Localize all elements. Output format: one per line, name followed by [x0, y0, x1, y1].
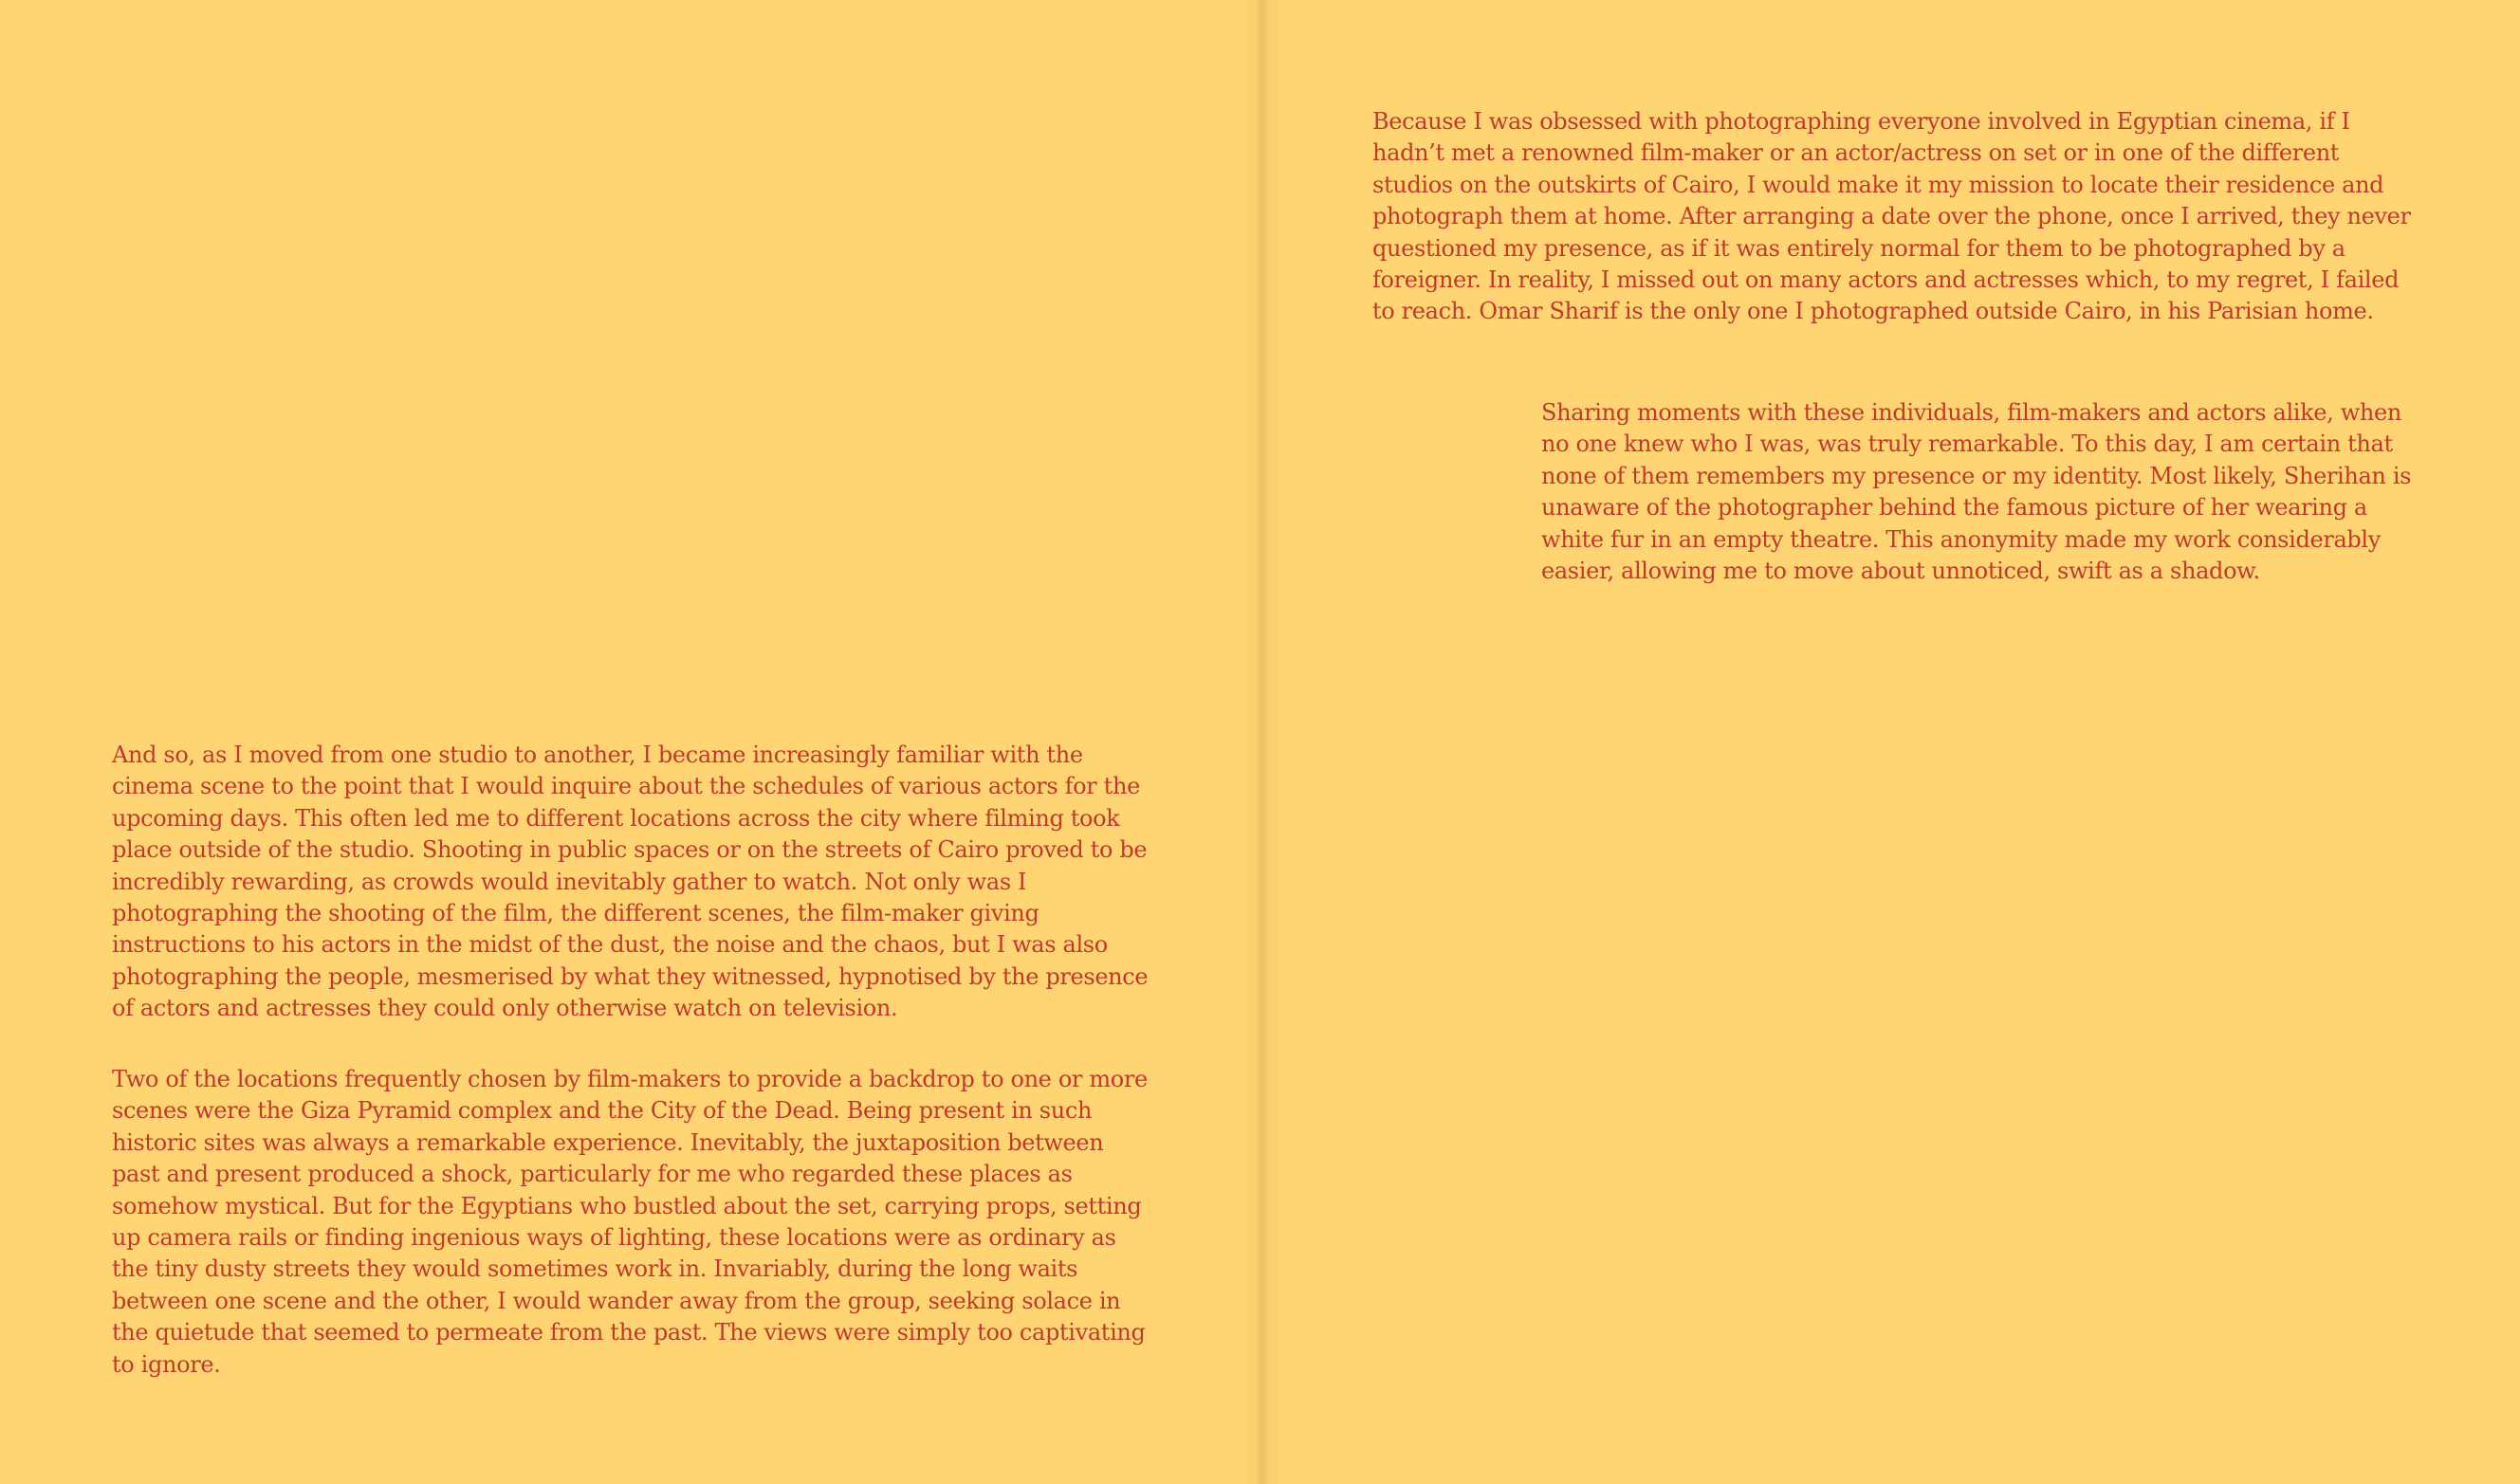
left-page [0, 0, 1258, 1484]
left-paragraph-2: Two of the locations frequently chosen by film-makers to provide a backdrop to one or more scenes were the Giza Pyramid complex and the City of the Dead. Being present in such historic sites was always a remarkable experience. Inevitably, the juxtaposition between past and present produced a shock, particularly for me who regarded these places as somehow mystical. But for the Egyptians who bustled about the set, carrying props, setting up camera rails or finding ingenious ways of lighting, these locations were as ordinary as the tiny dusty streets they would sometimes work in. Invariably, during the long waits between one scene and the other, I would wander away from the group, seeking solace in the quietude that seemed to permeate from the past. The views were simply too captivating to ignore. [112, 1066, 1148, 1378]
right-paragraph-2: Sharing moments with these individuals, film-makers and actors alike, when no one knew who I was, was truly remarkable. To this day, I am certain that none of them remembers my presence or my identity. Most likely, Sherihan is unaware of the photographer behind the famous picture of her wearing a white fur in an empty theatre. This anonymity made my work considerably easier, allowing me to move about unnoticed, swift as a shadow. [1541, 399, 2412, 585]
left-paragraph-1: And so, as I moved from one studio to another, I became increasingly familiar with the cinema scene to the point that I would inquire about the schedules of various actors for the upcoming days. This often led me to different locations across the city where filming took place outside of the studio. Shooting in public spaces or on the streets of Cairo proved to be incredibly rewarding, as crowds would inevitably gather to watch. Not only was I photographing the shooting of the film, the different scenes, the film-maker giving instructions to his actors in the midst of the dust, the noise and the chaos, but I was also photographing the people, mesmerised by what they witnessed, hypnotised by the presence of actors and actresses they could only otherwise watch on television. [112, 742, 1149, 1022]
right-paragraph-1: Because I was obsessed with photographing everyone involved in Egyptian cinema, if I hadn’t met a renowned film-maker or an actor/actress on set or in one of the different studios on the outskirts of Cairo, I would make it my mission to locate their residence and photograph them at home. After arranging a date over the phone, once I arrived, they never questioned my presence, as if it was entirely normal for them to be photographed by a foreigner. In reality, I missed out on many actors and actresses which, to my regret, I failed to reach. Omar Sharif is the only one I photographed outside Cairo, in his Parisian home. [1372, 108, 2411, 325]
book-gutter-shadow [1239, 0, 1286, 1484]
